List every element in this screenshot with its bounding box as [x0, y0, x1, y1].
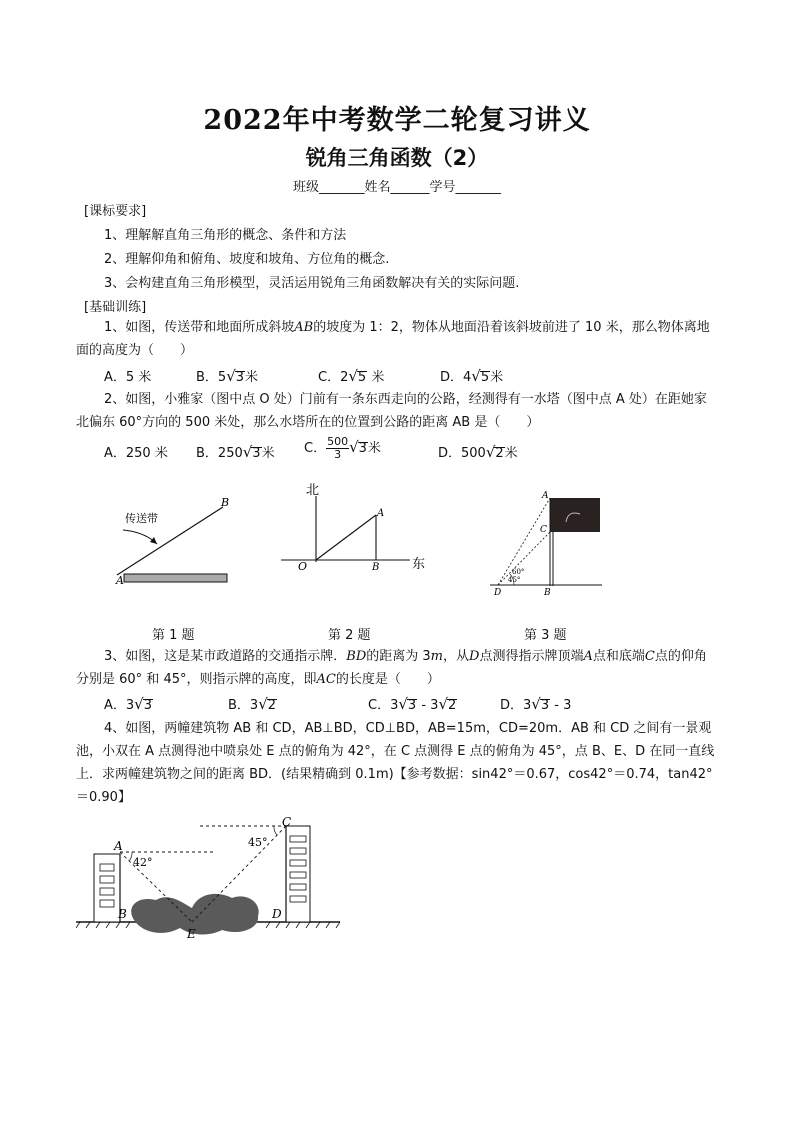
- figure-3-caption: 第 3 题: [524, 628, 567, 643]
- option-d: D．3√3 - 3: [500, 695, 572, 713]
- point-a-label: A: [377, 508, 385, 519]
- figure-2-caption: 第 2 题: [328, 628, 371, 643]
- figure-3-sign: [488, 488, 606, 600]
- conveyor-label: 传送带: [125, 512, 158, 525]
- point-d-label: D: [272, 907, 282, 921]
- point-b-label: B: [118, 907, 127, 921]
- point-e-label: E: [187, 927, 196, 941]
- option-b: B．5√3米: [196, 367, 259, 385]
- question-4: 4、如图，两幢建筑物 AB 和 CD，AB⊥BD，CD⊥BD，AB=15m，CD=20m．AB 和 CD 之间有一景观池，小双在 A 点测得池中喷泉处 E 点的俯角为 42°，在 C 点测得 E 点的俯角为 45°，点 B、E、D 在同一直线上．求两幢建筑物之间的距离 BD．(结果精确到 0.1m)【参考数据：sin42°＝0.67，cos42°＝0.74，tan42°＝0.90】: [76, 721, 715, 805]
- training-heading: [基础训练]: [84, 300, 147, 315]
- figure-4-buildings: [76, 812, 346, 942]
- requirements-heading: [课标要求]: [84, 204, 147, 219]
- angle-45-label: 45°: [508, 576, 521, 584]
- point-o-label: O: [298, 560, 308, 573]
- question-2: 2、如图，小雅家（图中点 O 处）门前有一条东西走向的公路，经测得有一水塔（图中点 A 处）在距她家北偏东 60°方向的 500 米处，那么水塔所在的位置到公路的距离 AB 是（ ）: [76, 392, 707, 430]
- north-label: 北: [306, 483, 320, 498]
- option-a: A．3√3: [104, 695, 153, 713]
- option-c: C． $\frac{500}{3}$ √3米: [304, 435, 381, 461]
- point-d-label: D: [494, 588, 502, 598]
- point-c-label: C: [282, 815, 292, 829]
- option-c: C．3√3 - 3√2: [368, 695, 457, 713]
- option-b: B．250√3米: [196, 443, 275, 461]
- option-d: D．4√5米: [440, 367, 504, 385]
- question-2-options: [104, 435, 704, 470]
- option-d: D．500√2米: [438, 443, 518, 461]
- point-b-label: B: [372, 562, 380, 573]
- page-title: 2022年中考数学二轮复习讲义: [203, 105, 591, 136]
- point-b-label: B: [544, 588, 551, 598]
- page-subtitle: 锐角三角函数（2）: [305, 146, 489, 170]
- option-a: A．5 米: [104, 370, 152, 385]
- requirement-item: 2、理解仰角和俯角、坡度和坡角、方位角的概念.: [104, 252, 390, 267]
- question-1-options: [104, 366, 704, 386]
- requirement-item: 3、会构建直角三角形模型，灵活运用锐角三角函数解决有关的实际问题.: [104, 276, 520, 291]
- requirement-item: 1、理解解直角三角形的概念、条件和方法: [104, 228, 347, 243]
- question-3: 3、如图，这是某市政道路的交通指示牌．BD的距离为 3m，从D点测得指示牌顶端A点和底端C点的仰角分别是 60° 和 45°，则指示牌的高度，即AC的长度是（ ）: [76, 649, 707, 687]
- angle-42-label: 42°: [133, 856, 153, 869]
- point-b-label: B: [221, 496, 230, 509]
- option-a: A．250 米: [104, 446, 168, 461]
- angle-60-label: 60°: [512, 568, 525, 576]
- option-c: C．2√5 米: [318, 367, 385, 385]
- point-a-label: A: [542, 491, 549, 501]
- figure-1-conveyor: [105, 492, 245, 592]
- angle-45-label: 45°: [248, 836, 268, 849]
- east-label: 东: [412, 557, 426, 572]
- question-1: 1、如图，传送带和地面所成斜坡AB的坡度为 1：2，物体从地面沿着该斜坡前进了 10 米，那么物体离地面的高度为（ ）: [76, 320, 710, 358]
- student-info-line: 班级_______姓名______学号_______: [292, 180, 501, 195]
- point-c-label: C: [540, 525, 547, 535]
- point-a-label: A: [116, 574, 124, 587]
- figure-1-caption: 第 1 题: [152, 628, 195, 643]
- option-b: B．3√2: [228, 695, 277, 713]
- point-a-label: A: [114, 839, 123, 853]
- question-3-options: [104, 694, 704, 714]
- figure-2-direction: [278, 478, 428, 578]
